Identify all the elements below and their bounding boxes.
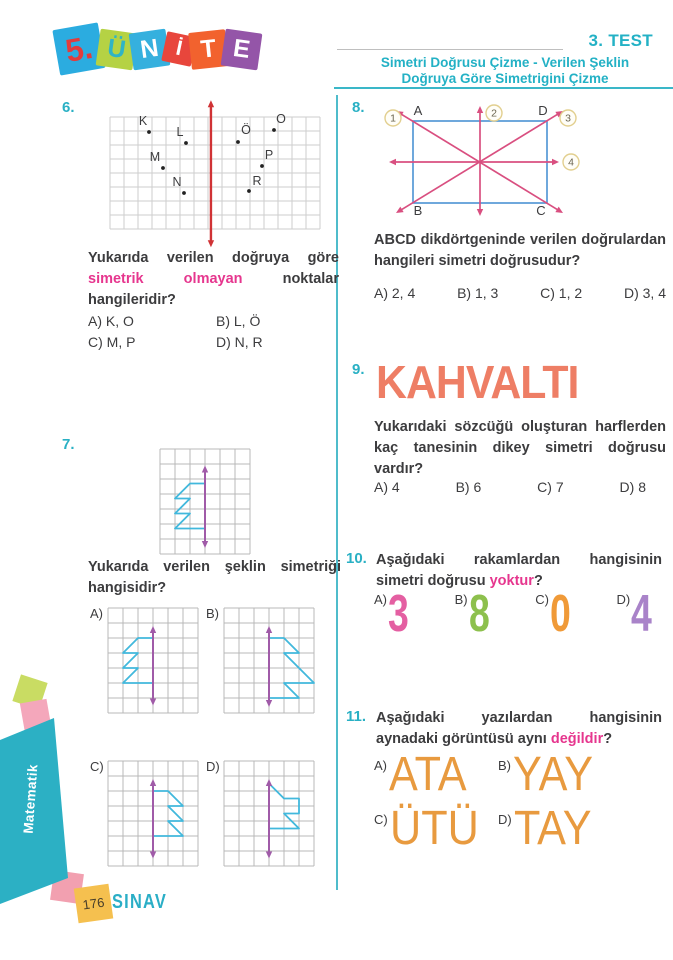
- publisher-logo: SINAV: [112, 891, 168, 913]
- q11-option-a: A) ATA: [374, 748, 467, 801]
- q8-option-a: A) 2, 4: [374, 285, 416, 301]
- unit-logo-tile: N: [129, 28, 171, 70]
- unit-logo-tile: İ: [161, 31, 197, 67]
- q7-option-a-label: A): [90, 606, 103, 621]
- q6-option-c: C) M, P: [88, 334, 136, 350]
- q6-number: 6.: [62, 99, 75, 116]
- q7-option-b-diagram: [212, 602, 324, 724]
- svg-text:M: M: [149, 150, 161, 164]
- header-rule-gray: [337, 49, 563, 50]
- q11-option-d: D) TAY: [498, 801, 592, 855]
- q8-option-d: D) 3, 4: [623, 285, 666, 301]
- svg-text:Ö: Ö: [241, 123, 251, 137]
- svg-text:R: R: [252, 174, 262, 188]
- q11-question-text: Aşağıdaki yazılardan hangisinin aynadaki görüntüsü aynı değildir?: [376, 710, 662, 747]
- q10-option-a: A) 3: [374, 585, 409, 643]
- svg-text:C: C: [536, 203, 546, 218]
- q10-number: 10.: [346, 550, 367, 567]
- q6-option-d: D) N, R: [216, 334, 263, 350]
- q10-question-text: Aşağıdaki rakamlardan hangisinin simetri doğrusu yoktur?: [376, 552, 662, 589]
- q11-word-b: YAY: [513, 748, 594, 801]
- svg-text:1: 1: [390, 112, 396, 125]
- q10-option-d: D) 4: [616, 585, 653, 643]
- svg-text:2: 2: [491, 107, 497, 120]
- q7-number: 7.: [62, 436, 75, 453]
- q9-options: [374, 479, 646, 495]
- header-rule-teal: [334, 87, 673, 89]
- q9-question-text: Yukarıdaki sözcüğü oluşturan harflerden kaç tanesinin dikey simetri doğrusu vardır?: [374, 419, 666, 477]
- q8-number: 8.: [352, 99, 365, 116]
- unit-logo-tile: E: [221, 28, 263, 70]
- q8-rectangle-diagram: [352, 98, 602, 228]
- svg-text:B: B: [413, 203, 423, 218]
- q9-option-b: B) 6: [455, 479, 482, 495]
- svg-text:4: 4: [568, 156, 574, 169]
- svg-text:3: 3: [565, 112, 571, 125]
- svg-text:D: D: [538, 103, 548, 118]
- test-title-line2: Doğruya Göre Simetrigini Çizme: [401, 71, 609, 86]
- unit-logo-tile: 5.: [52, 22, 105, 75]
- q7-option-d-label: D): [206, 759, 220, 774]
- page-number-tile: 176: [74, 884, 114, 924]
- q11-option-c: C) ÜTÜ: [374, 801, 479, 855]
- q10-option-c: C) 0: [535, 585, 571, 643]
- svg-text:L: L: [176, 125, 184, 139]
- unit-logo-tile: T: [188, 29, 229, 70]
- q8-option-b: B) 1, 3: [457, 285, 499, 301]
- q11-highlight: değildir: [550, 731, 604, 747]
- svg-text:A: A: [413, 103, 423, 118]
- q7-option-b-label: B): [206, 606, 219, 621]
- q11-word-c: ÜTÜ: [389, 801, 479, 855]
- q10-digit-a: 3: [388, 585, 409, 643]
- test-title: [337, 55, 673, 87]
- q10-digit-c: 0: [549, 585, 571, 643]
- q9-option-a: A) 4: [374, 479, 400, 495]
- q7-question-text: Yukarıda verilen şeklin simetriği hangisidir?: [88, 559, 341, 596]
- q8-question-text: ABCD dikdörtgeninde verilen doğrulardan hangileri simetri doğrusudur?: [374, 232, 666, 269]
- q6-question-text: Yukarıda verilen doğruya göre simetrik olmayan noktalar hangileridir?: [88, 250, 339, 308]
- q11-number: 11.: [346, 708, 367, 725]
- svg-text:N: N: [172, 175, 182, 189]
- svg-text:P: P: [264, 148, 274, 162]
- column-divider: [336, 95, 338, 890]
- q7-option-c-diagram: [96, 755, 208, 877]
- q10-option-b: B) 8: [454, 585, 490, 643]
- q6-points-grid-diagram: [100, 94, 330, 254]
- q11-options: [374, 748, 666, 855]
- unit-logo-tile: Ü: [96, 28, 138, 70]
- q7-option-a-diagram: [96, 602, 208, 724]
- side-ribbon: [0, 672, 110, 922]
- q7-shape-diagram: [148, 440, 266, 566]
- q6-highlight: simetrik olmayan: [88, 271, 243, 287]
- q11-option-b: B) YAY: [498, 748, 594, 801]
- q9-option-c: C) 7: [537, 479, 564, 495]
- q9-option-d: D) 8: [619, 479, 646, 495]
- q10-highlight: yoktur: [489, 573, 534, 589]
- svg-text:K: K: [138, 114, 148, 128]
- subject-tab: Matematik: [20, 763, 41, 835]
- q8-option-c: C) 1, 2: [540, 285, 583, 301]
- q10-options: [374, 585, 658, 643]
- q6-option-b: B) L, Ö: [216, 313, 261, 329]
- q10-digit-b: 8: [468, 585, 490, 643]
- q11-word-a: ATA: [389, 748, 467, 801]
- unit-logo: [56, 26, 256, 72]
- q6-option-a: A) K, O: [88, 313, 134, 329]
- q10-digit-d: 4: [631, 585, 653, 643]
- test-title-line1: Simetri Doğrusu Çizme - Verilen Şeklin: [380, 55, 630, 70]
- q7-option-d-diagram: [212, 755, 324, 877]
- svg-text:O: O: [276, 112, 286, 126]
- q9-big-word: KAHVALTI: [376, 356, 579, 408]
- q6-options: [88, 313, 338, 350]
- q7-option-c-label: C): [90, 759, 104, 774]
- q11-word-d: TAY: [513, 801, 592, 855]
- q8-options: [374, 285, 666, 301]
- test-number: 3. TEST: [588, 31, 653, 50]
- q9-number: 9.: [352, 361, 365, 378]
